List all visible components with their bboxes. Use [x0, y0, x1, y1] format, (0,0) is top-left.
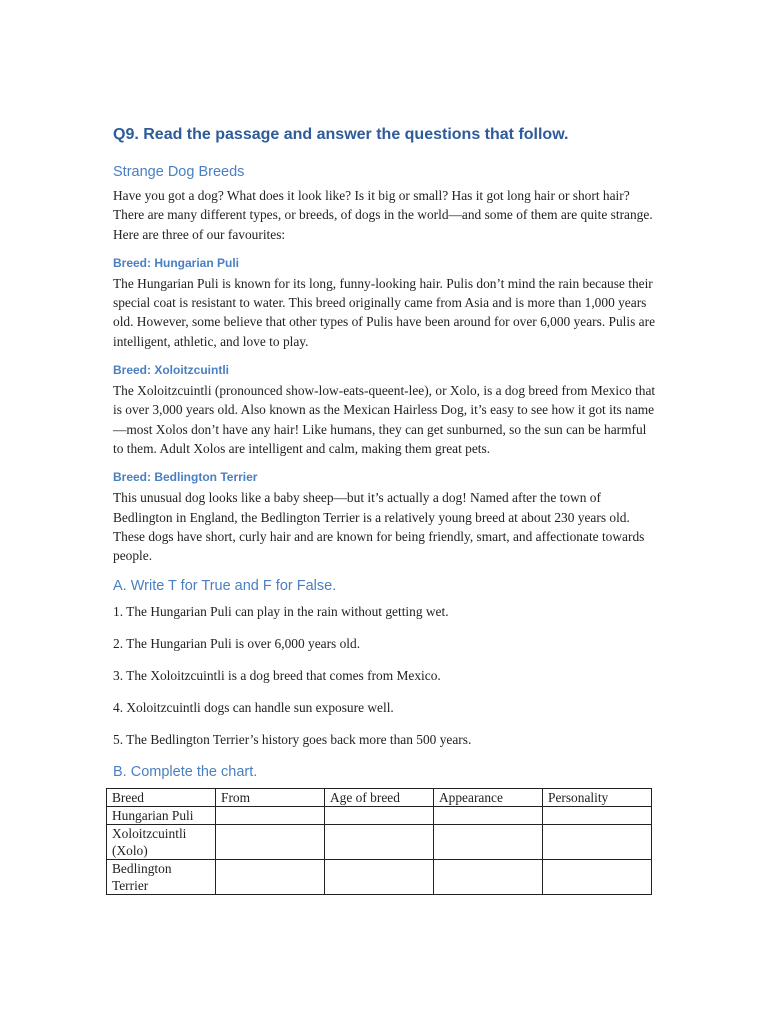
chart-cell-personality[interactable]: [543, 825, 652, 860]
chart-cell-personality[interactable]: [543, 860, 652, 895]
breed-heading-hungarian-puli: Breed: Hungarian Puli: [113, 255, 240, 270]
chart-cell-age[interactable]: [325, 807, 434, 825]
statement-1: 1. The Hungarian Puli can play in the rain without getting wet.: [113, 604, 449, 620]
chart-header-row: [107, 789, 652, 807]
chart-cell-from[interactable]: [216, 825, 325, 860]
breed-heading-bedlington-terrier: Breed: Bedlington Terrier: [113, 470, 258, 485]
chart-cell-age[interactable]: [325, 825, 434, 860]
statement-5: 5. The Bedlington Terrier’s history goes back more than 500 years.: [113, 732, 472, 748]
chart-cell-appearance[interactable]: [434, 860, 543, 895]
chart-cell-personality[interactable]: [543, 807, 652, 825]
chart-row-xoloitzcuintli: [107, 825, 652, 860]
breed-text-hungarian-puli: The Hungarian Puli is known for its long, funny-looking hair. Pulis don’t mind the rain because their special coat is resistant to water. This breed originally came from Asia and is more than 1,000 years old. However, some believe that other types of Pulis have been around for over 6,000 years. Pulis are intelligent, athletic, and love to play.: [113, 275, 656, 349]
statement-4: 4. Xoloitzcuintli dogs can handle sun exposure well.: [113, 700, 394, 716]
breed-chart-table: [106, 788, 652, 895]
statement-3: 3. The Xoloitzcuintli is a dog breed that comes from Mexico.: [113, 668, 441, 684]
statement-2: 2. The Hungarian Puli is over 6,000 years old.: [113, 636, 361, 652]
section-a-heading: A. Write T for True and F for False.: [113, 578, 337, 595]
chart-cell-appearance[interactable]: [434, 807, 543, 825]
chart-row-hungarian-puli: [107, 807, 652, 825]
chart-cell-from[interactable]: [216, 860, 325, 895]
chart-cell-age[interactable]: [325, 860, 434, 895]
breed-text-xoloitzcuintli: The Xoloitzcuintli (pronounced show-low-eats-queent-lee), or Xolo, is a dog breed from Mexico that is over 3,000 years old. Also known as the Mexican Hairless Dog, it’s easy to see how it got its name—most Xolos don’t have any hair! Like humans, they can get sunburned, so the sun can be harmful to them. Adult Xolos are intelligent and calm, making them great pets.: [113, 383, 656, 456]
breed-heading-xoloitzcuintli: Breed: Xoloitzcuintli: [113, 363, 230, 378]
section-b-heading: B. Complete the chart.: [113, 764, 258, 781]
chart-header-personality: Personality: [543, 789, 652, 807]
worksheet-content: [113, 124, 658, 895]
chart-cell-breed: Bedlington Terrier: [107, 860, 216, 895]
chart-cell-breed: Xoloitzcuintli (Xolo): [107, 825, 216, 860]
chart-header-age: Age of breed: [325, 789, 434, 807]
chart-cell-from[interactable]: [216, 807, 325, 825]
breed-text-bedlington-terrier: This unusual dog looks like a baby sheep—but it’s actually a dog! Named after the town of Bedlington in England, the Bedlington Terrier is a relatively young breed at about 230 years old. These dogs have short, curly hair and are known for being friendly, smart, and affectionate towards people.: [113, 490, 645, 564]
chart-header-breed: Breed: [107, 789, 216, 807]
chart-header-appearance: Appearance: [434, 789, 543, 807]
passage-title: Strange Dog Breeds: [113, 164, 245, 180]
chart-cell-breed: Hungarian Puli: [107, 807, 216, 825]
passage-intro: Have you got a dog? What does it look like? Is it big or small? Has it got long hair or short hair? There are many different types, or breeds, of dogs in the world—and some of them are quite strange. Here are three of our favourites:: [113, 188, 653, 242]
chart-header-from: From: [216, 789, 325, 807]
chart-row-bedlington-terrier: [107, 860, 652, 895]
chart-cell-appearance[interactable]: [434, 825, 543, 860]
question-title: Q9. Read the passage and answer the questions that follow.: [113, 126, 569, 143]
